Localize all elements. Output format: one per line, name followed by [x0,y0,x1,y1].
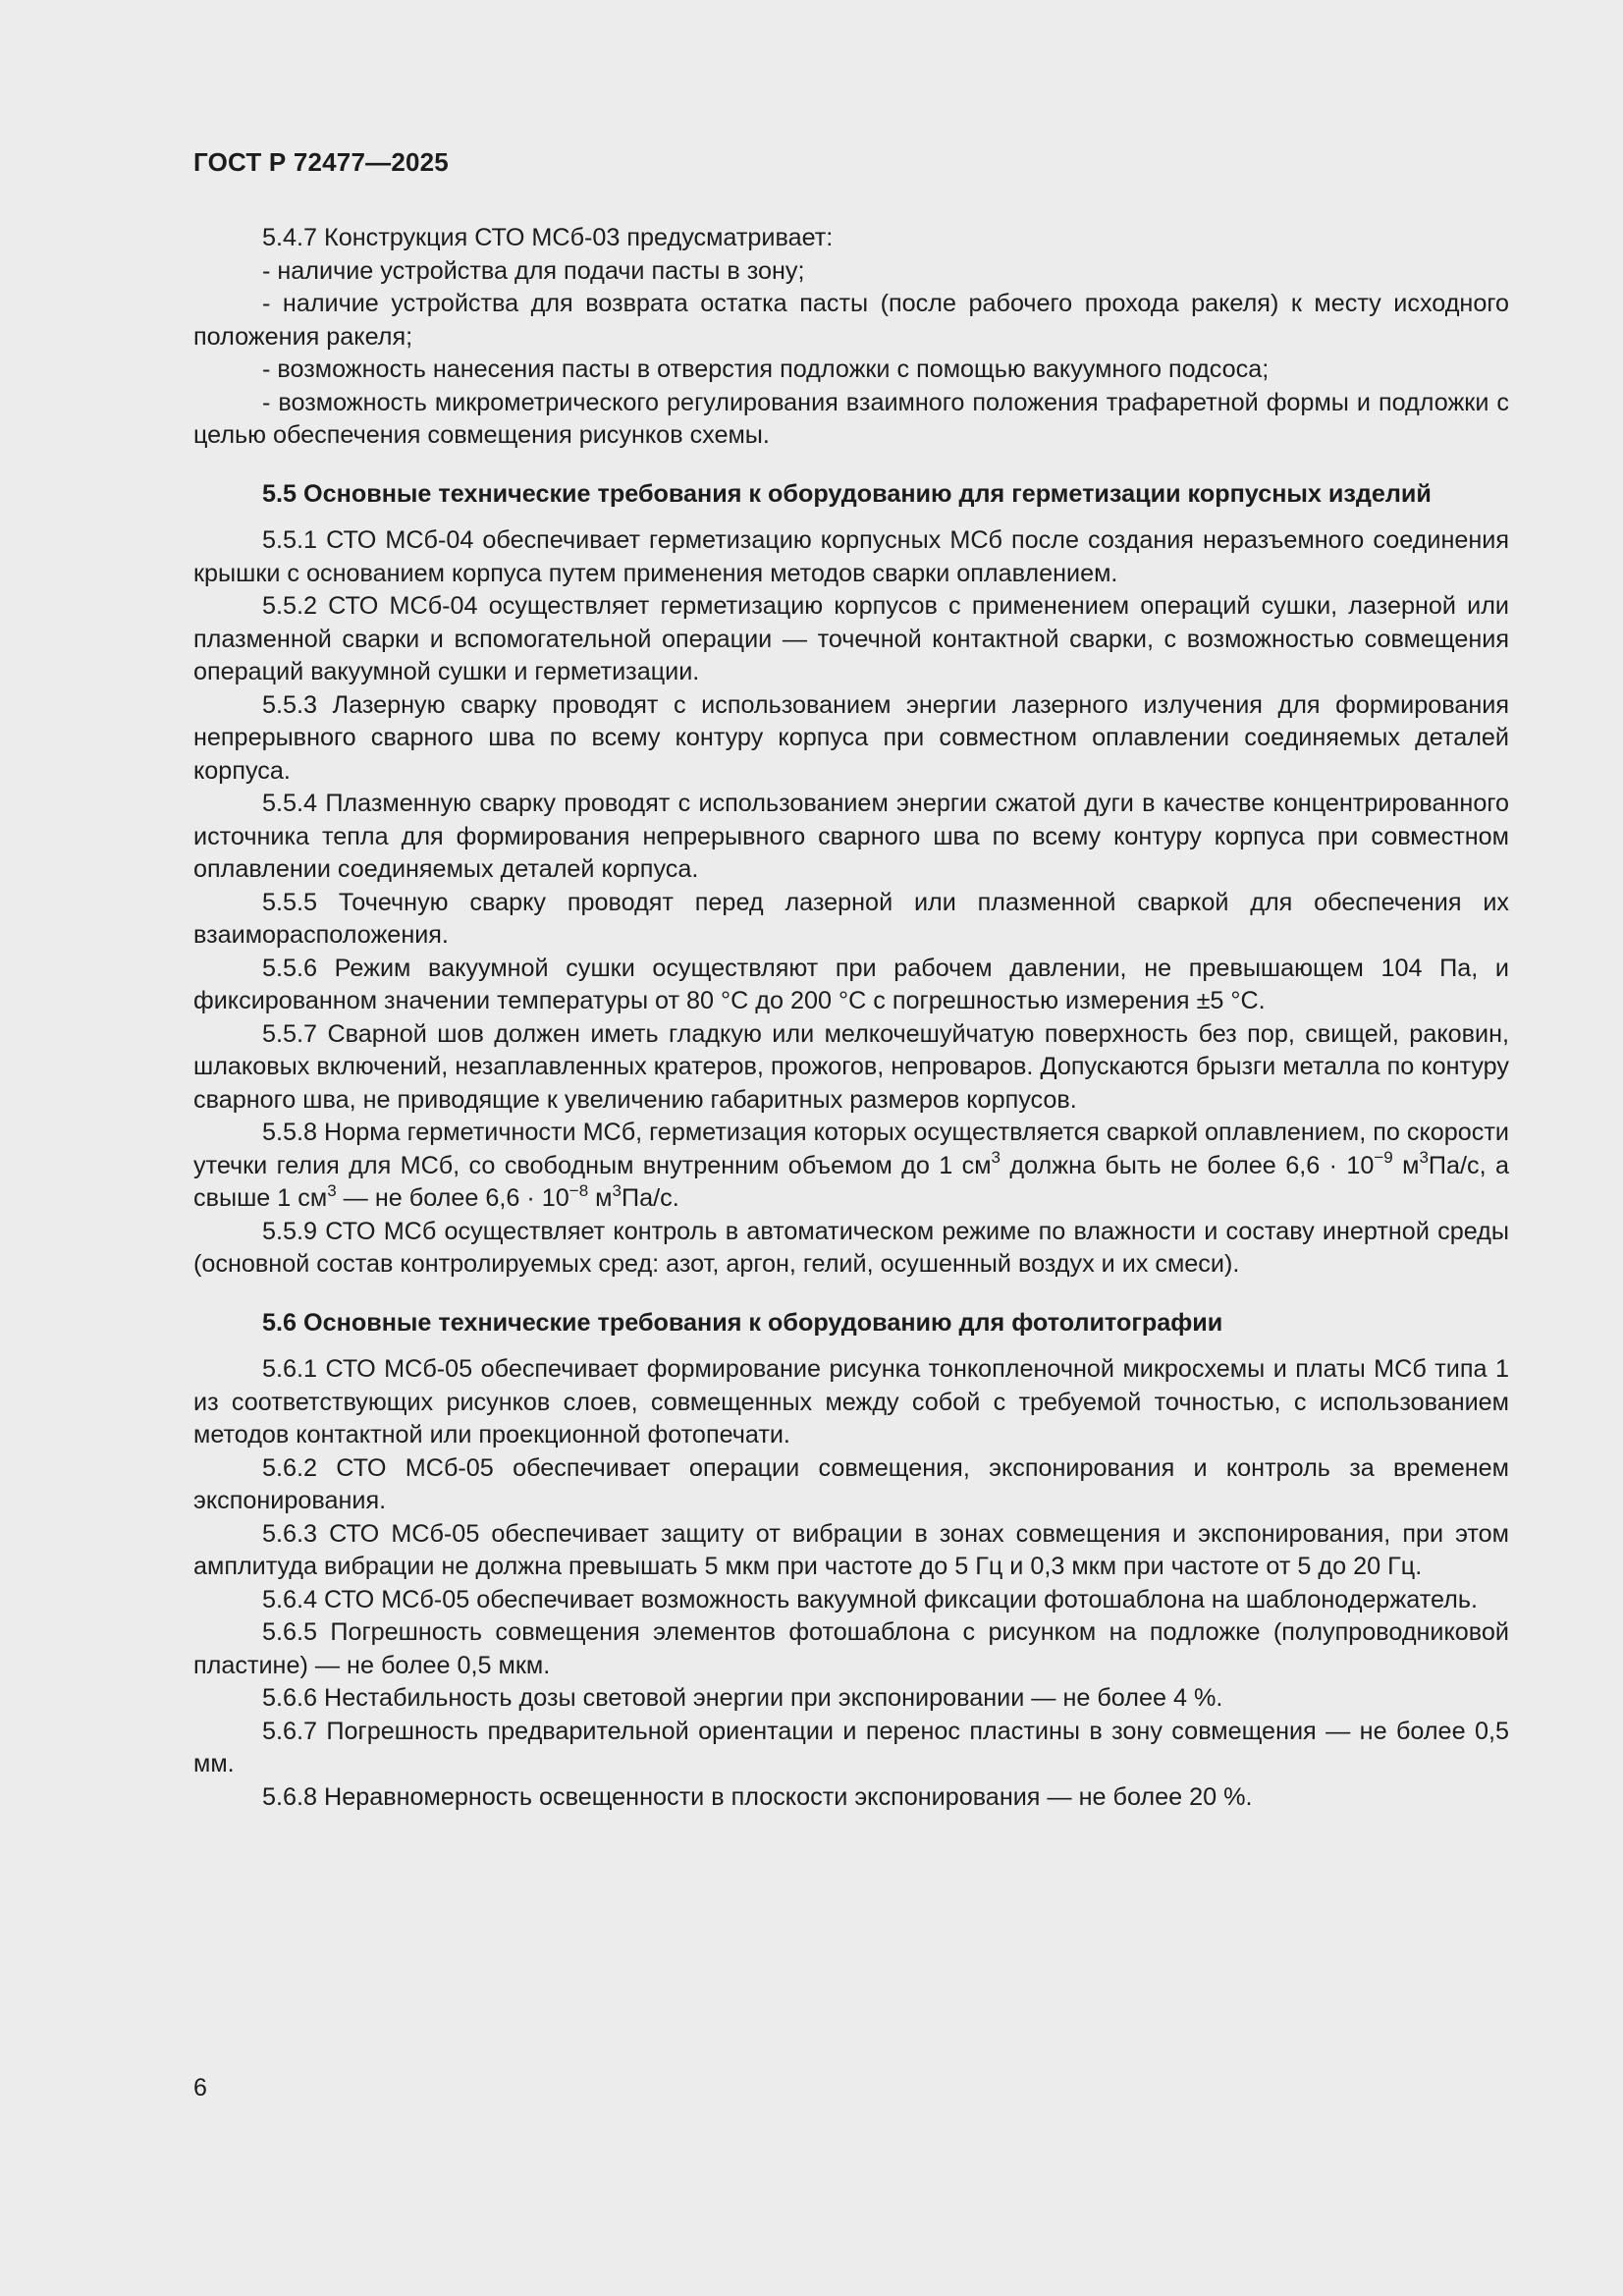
clause-5-5-8-text: Па/с, а свыше 1 см [193,1151,1510,1212]
clause-5-6-7: 5.6.7 Погрешность предварительной ориентации и перенос пластины в зону совмещения — не более 0,5 мм. [193,1717,1509,1777]
clause-5-5-8-text: м [1392,1151,1420,1179]
document-body [193,222,1509,1814]
superscript: 3 [1419,1148,1429,1168]
clause-5-4-7-item: - возможность микрометрического регулирования взаимного положения трафаретной формы и подложки с целью обеспечения совмещения рисунков схемы. [193,388,1509,449]
clause-5-5-7: 5.5.7 Сварной шов должен иметь гладкую или мелкочешуйчатую поверхность без пор, свищей, раковин, шлаковых включений, незаплавленных кратеров, прожогов, непроваров. Допускаются брызги металла по контуру сварного шва, не приводящие к увеличению габаритных размеров корпусов. [193,1019,1509,1114]
document-code-header: ГОСТ Р 72477—2025 [193,147,449,177]
clause-5-5-8 [193,1117,1509,1216]
superscript: 3 [327,1180,337,1200]
clause-5-5-8-text: Па/с. [621,1184,679,1212]
clause-5-5-6: 5.5.6 Режим вакуумной сушки осуществляют при рабочем давлении, не превышающем 104 Па, и фиксированном значении температуры от 80 °С до 200 °С с погрешностью измерения ±5 °С. [193,954,1509,1014]
superscript: −9 [1374,1148,1393,1168]
clause-5-5-8-text: должна быть не более 6,6 · 10 [1001,1151,1375,1179]
clause-5-5-5: 5.5.5 Точечную сварку проводят перед лазерной или плазменной сваркой для обеспечения их взаиморасположения. [193,888,1509,949]
clause-5-4-7-intro: 5.4.7 Конструкция СТО МСб-03 предусматривает: [262,224,834,251]
clause-5-5-9: 5.5.9 СТО МСб осуществляет контроль в автоматическом режиме по влажности и составу инертной среды (основной состав контролируемых сред: азот, аргон, гелий, осушенный воздух и их смеси). [193,1217,1509,1278]
superscript: 3 [612,1180,622,1200]
clause-5-6-2: 5.6.2 СТО МСб-05 обеспечивает операции совмещения, экспонирования и контроль за временем экспонирования. [193,1453,1509,1514]
superscript: −8 [568,1180,589,1200]
page-number: 6 [193,2074,207,2102]
clause-5-6-5: 5.6.5 Погрешность совмещения элементов фотошаблона с рисунком на подложке (полупроводниковой пластине) — не более 0,5 мкм. [193,1618,1509,1679]
clause-5-5-1: 5.5.1 СТО МСб-04 обеспечивает герметизацию корпусных МСб после создания неразъемного соединения крышки с основанием корпуса путем применения методов сварки оплавлением. [193,526,1509,587]
clause-5-5-4: 5.5.4 Плазменную сварку проводят с использованием энергии сжатой дуги в качестве концентрированного источника тепла для формирования непрерывного сварного шва по всему контуру корпуса при совместном оплавлении соединяемых деталей корпуса. [193,790,1509,883]
clause-5-6-3: 5.6.3 СТО МСб-05 обеспечивает защиту от вибрации в зонах совмещения и экспонирования, при этом амплитуда вибрации не должна превышать 5 мкм при частоте до 5 Гц и 0,3 мкм при частоте от 5 до 20 Гц. [193,1519,1509,1580]
section-5-5-heading: 5.5 Основные технические требования к оборудованию для герметизации корпусных изделий [262,479,1432,508]
clause-5-6-8: 5.6.8 Неравномерность освещенности в плоскости экспонирования — не более 20 %. [262,1782,1253,1811]
section-5-6-heading: 5.6 Основные технические требования к оборудованию для фотолитографии [262,1308,1223,1337]
clause-5-4-7-item: - возможность нанесения пасты в отверстия подложки с помощью вакуумного подсоса; [262,355,1270,383]
clause-5-5-8-text: м [588,1184,613,1212]
clause-5-5-8-text: 5.5.8 Норма герметичности МСб, герметизация которых осуществляется сваркой оплавлением, по скорости утечки гелия для МСб, со свободным внутренним объемом до 1 см [193,1119,1509,1179]
superscript: 3 [991,1148,1001,1168]
clause-5-5-3: 5.5.3 Лазерную сварку проводят с использованием энергии лазерного излучения для формирования непрерывного сварного шва по всему контуру корпуса при совместном оплавлении соединяемых деталей корпуса. [193,690,1509,785]
clause-5-4-7-item: - наличие устройства для возврата остатка пасты (после рабочего прохода ракеля) к месту исходного положения ракеля; [193,290,1509,351]
clause-5-6-4: 5.6.4 СТО МСб-05 обеспечивает возможность вакуумной фиксации фотошаблона на шаблонодержатель. [262,1585,1478,1613]
clause-5-4-7-item: - наличие устройства для подачи пасты в зону; [262,256,805,285]
clause-5-6-1: 5.6.1 СТО МСб-05 обеспечивает формирование рисунка тонкопленочной микросхемы и платы МСб типа 1 из соответствующих рисунков слоев, совмещенных между собой с требуемой точностью, с использованием методов контактной или проекционной фотопечати. [193,1355,1509,1449]
clause-5-5-2: 5.5.2 СТО МСб-04 осуществляет герметизацию корпусов с применением операций сушки, лазерной или плазменной сварки и вспомогательной операции — точечной контактной сварки, с возможностью совмещения операций вакуумной сушки и герметизации. [193,592,1509,685]
clause-5-6-6: 5.6.6 Нестабильность дозы световой энергии при экспонировании — не более 4 %. [262,1684,1223,1712]
clause-5-5-8-text: — не более 6,6 · 10 [336,1184,569,1212]
